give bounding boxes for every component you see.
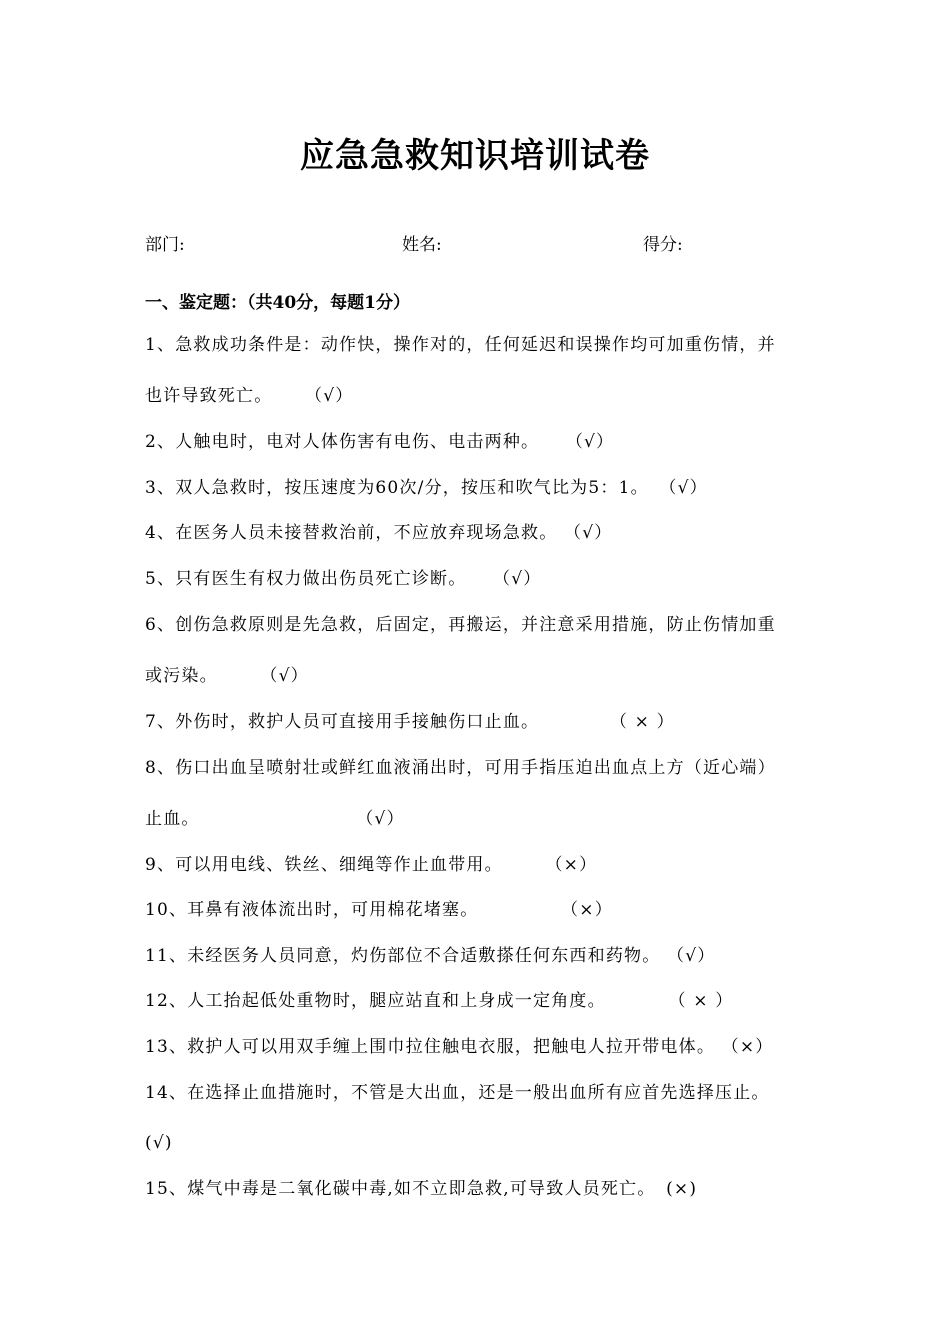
section-heading: 一、鉴定题：（共40分，每题1分） <box>145 293 410 313</box>
question-13-answer: （×） <box>721 1037 774 1057</box>
question-8-line-1: 8、伤口出血呈喷射壮或鲜红血液涌出时，可用手指压迫出血点上方（近心端） <box>145 758 776 778</box>
question-6-line-1: 6、创伤急救原则是先急救，后固定，再搬运，并注意采用措施，防止伤情加重 <box>145 615 776 635</box>
score-label: 得分: <box>643 235 683 255</box>
question-15-answer: (×) <box>666 1179 698 1199</box>
question-6-answer: （√） <box>260 666 309 686</box>
question-8-line-2 <box>145 807 405 831</box>
question-5-text: 5、只有医生有权力做出伤员死亡诊断。 <box>145 569 467 589</box>
question-1-text-cont: 也许导致死亡。 <box>145 386 273 406</box>
question-14-line-1: 14、在选择止血措施时，不管是大出血，还是一般出血所有应首先选择压止。 <box>145 1083 770 1103</box>
question-14-line-2 <box>145 1131 173 1155</box>
question-9-text: 9、可以用电线、铁丝、细绳等作止血带用。 <box>145 855 503 875</box>
question-1-answer: （√） <box>305 386 354 406</box>
question-8-text-cont: 止血。 <box>145 809 200 829</box>
question-2-answer: （√） <box>565 432 615 452</box>
question-11-answer: （√） <box>667 946 716 966</box>
question-8-answer: （√） <box>356 809 405 829</box>
question-4-answer: （√） <box>564 523 613 543</box>
question-2 <box>145 430 614 454</box>
question-14-answer: (√) <box>145 1133 173 1153</box>
question-9-answer: （×） <box>545 855 598 875</box>
question-5-answer: （√） <box>493 569 542 589</box>
question-5 <box>145 567 541 591</box>
department-label: 部门: <box>145 235 185 255</box>
question-2-text: 2、人触电时，电对人体伤害有电伤、电击两种。 <box>145 432 540 452</box>
question-3-text: 3、双人急救时，按压速度为60次/分，按压和吹气比为5：1。 <box>145 478 649 498</box>
question-13-text: 13、救护人可以用双手缠上围巾拉住触电衣服，把触电人拉开带电体。 <box>145 1037 716 1057</box>
info-row <box>0 230 950 254</box>
question-1-line-1: 1、急救成功条件是：动作快，操作对的，任何延迟和误操作均可加重伤情，并 <box>145 335 776 355</box>
question-10-text: 10、耳鼻有液体流出时，可用棉花堵塞。 <box>145 900 479 920</box>
question-13 <box>145 1035 774 1059</box>
question-10-answer: （×） <box>561 900 613 920</box>
question-7-text: 7、外伤时，救护人员可直接用手接触伤口止血。 <box>145 712 540 732</box>
question-11 <box>145 944 715 968</box>
question-4 <box>145 521 612 545</box>
question-1-line-2 <box>145 384 353 408</box>
question-6-text-cont: 或污染。 <box>145 666 218 686</box>
question-4-text: 4、在医务人员未接替救治前，不应放弃现场急救。 <box>145 523 558 543</box>
question-15 <box>145 1177 697 1201</box>
question-12-answer: （ × ） <box>668 991 734 1011</box>
question-12 <box>145 989 734 1013</box>
question-7 <box>145 710 675 734</box>
question-3 <box>145 476 708 500</box>
question-15-text: 15、煤气中毒是二氧化碳中毒,如不立即急救,可导致人员死亡。 <box>145 1179 656 1199</box>
question-7-answer: （ × ） <box>609 712 675 732</box>
question-3-answer: （√） <box>659 478 708 498</box>
question-9 <box>145 853 597 877</box>
name-label: 姓名: <box>402 235 442 255</box>
question-10 <box>145 898 613 922</box>
question-12-text: 12、人工抬起低处重物时，腿应站直和上身成一定角度。 <box>145 991 606 1011</box>
page-title: 应急急救知识培训试卷 <box>300 136 650 176</box>
question-6-line-2 <box>145 664 309 688</box>
question-11-text: 11、未经医务人员同意，灼伤部位不合适敷搽任何东西和药物。 <box>145 946 661 966</box>
